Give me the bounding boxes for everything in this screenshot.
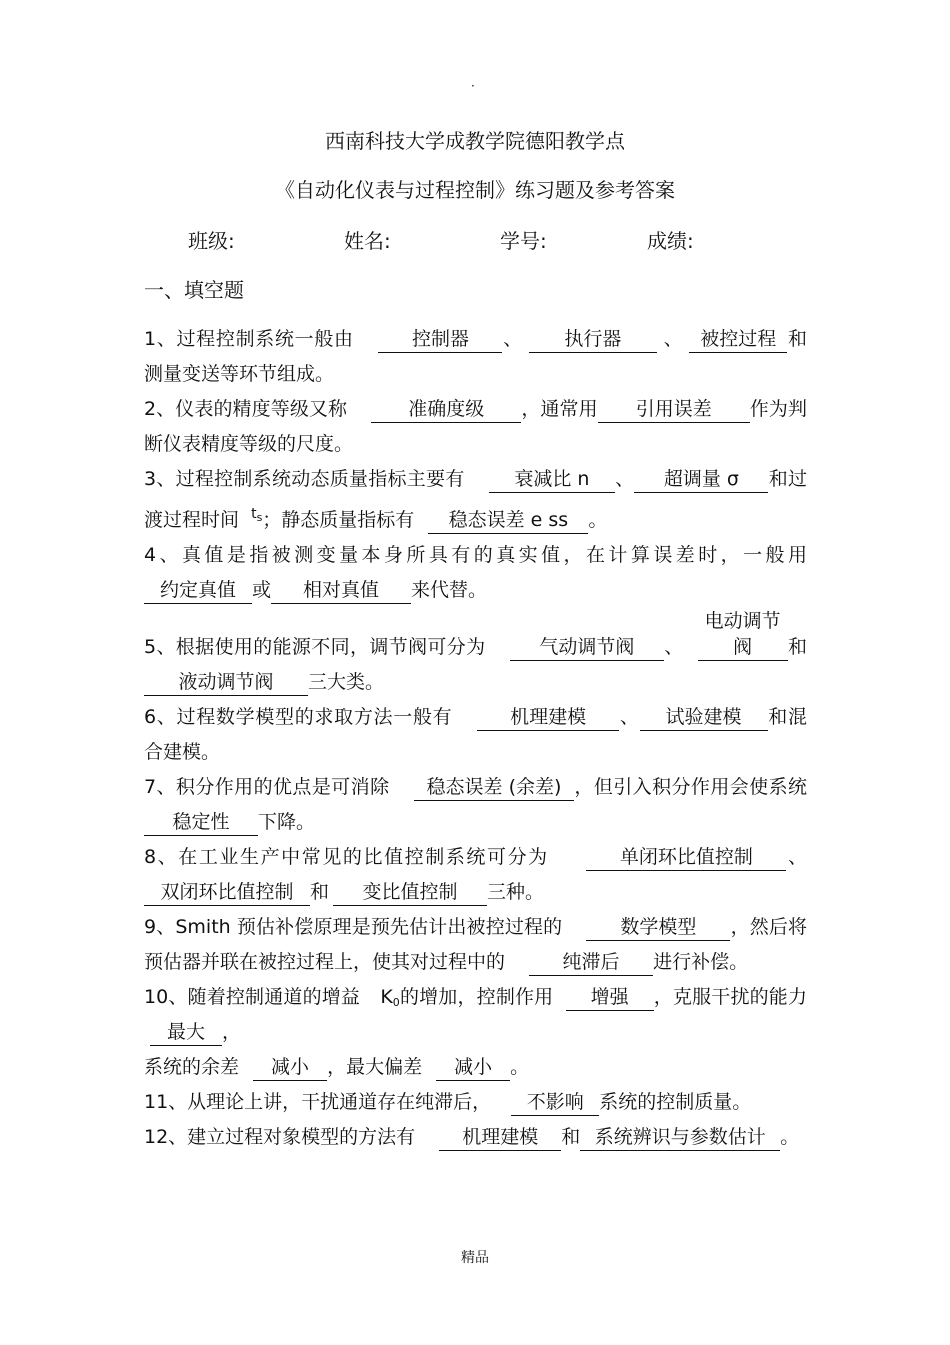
question-text: 9、Smith 预估补偿原理是预先估计出被控过程的: [144, 916, 563, 938]
question-text: 的增加，控制作用: [399, 986, 554, 1008]
page-footer: 精品: [461, 1250, 489, 1266]
question-text: 和: [310, 881, 330, 903]
answer-blank: 稳态误差 e ss: [428, 507, 588, 534]
question-text: 。: [780, 1126, 800, 1148]
question-text: 和: [787, 636, 807, 658]
settling-time-symbol: ts: [251, 506, 263, 524]
question-text: 和过渡过程时间: [144, 468, 807, 531]
question-10-continued: [144, 1050, 807, 1085]
question-text: 、: [663, 636, 684, 658]
question-text: 12、建立过程对象模型的方法有: [144, 1126, 416, 1148]
student-id-label: 学号:: [500, 229, 547, 253]
answer-blank: 引用误差: [598, 396, 750, 423]
answer-blank: 气动调节阀: [510, 634, 664, 661]
question-11: [144, 1085, 807, 1120]
answer-blank: 衰减比 n: [489, 466, 615, 493]
answer-blank: 数学模型: [586, 914, 730, 941]
question-text: ；静态质量指标有: [262, 509, 415, 531]
answer-blank: 约定真值: [144, 577, 252, 604]
question-7: [144, 770, 807, 840]
question-text: 三大类。: [308, 671, 385, 693]
answer-blank: 减小: [436, 1054, 510, 1081]
class-label: 班级:: [188, 229, 235, 253]
answer-blank: 相对真值: [271, 577, 411, 604]
header-dot: ·: [471, 79, 475, 93]
question-6: [144, 700, 807, 770]
question-10: [144, 980, 807, 1050]
answer-blank: 液动调节阀: [144, 669, 308, 696]
question-text: 系统的控制质量。: [599, 1091, 752, 1113]
answer-blank: 纯滞后: [529, 949, 653, 976]
answer-blank: 单闭环比值控制: [586, 844, 786, 871]
question-text: 、: [502, 328, 523, 350]
question-2: [144, 392, 807, 462]
question-text: 、: [619, 706, 640, 728]
question-text: 5、根据使用的能源不同，调节阀可分为: [144, 636, 486, 658]
answer-blank: 机理建模: [439, 1124, 561, 1151]
question-3: [144, 462, 807, 538]
question-text: ，克服干扰的能力: [653, 986, 807, 1008]
question-text: ，: [222, 1021, 242, 1043]
question-text: ，但引入积分作用会使系统: [573, 776, 807, 798]
question-list: [144, 322, 807, 1155]
answer-blank: 变比值控制: [333, 879, 487, 906]
question-text: 4、真值是指被测变量本身所具有的真实值，在计算误差时，一般用: [144, 544, 807, 566]
question-text: 三种。: [487, 881, 545, 903]
question-9: [144, 910, 807, 980]
question-text: 、: [662, 328, 684, 350]
answer-blank: 超调量 σ: [634, 466, 768, 493]
question-text: 8、在工业生产中常见的比值控制系统可分为: [144, 846, 549, 868]
question-text: 来代替。: [411, 579, 488, 601]
question-text: 3、过程控制系统动态质量指标主要有: [144, 468, 465, 490]
question-text: 和: [561, 1126, 581, 1148]
answer-blank: 稳态误差 (余差): [414, 774, 574, 801]
question-text: 7、积分作用的优点是可消除: [144, 776, 390, 798]
question-text: 进行补偿。: [653, 951, 749, 973]
answer-blank: 被控过程: [689, 326, 787, 353]
answer-blank: 系统辨识与参数估计: [580, 1124, 780, 1151]
question-text: 6、过程数学模型的求取方法一般有: [144, 706, 453, 728]
question-text: 、: [786, 846, 807, 868]
document-subtitle: 《自动化仪表与过程控制》练习题及参考答案: [275, 178, 675, 202]
question-5: [144, 608, 807, 700]
answer-blank: 试验建模: [640, 704, 768, 731]
question-text: 11、从理论上讲，干扰通道存在纯滞后，: [144, 1091, 492, 1113]
gain-symbol: $K_0$: [380, 986, 400, 1009]
question-text: 作为判断仪表精度等级的尺度。: [144, 398, 807, 455]
answer-blank: 最大: [150, 1019, 222, 1046]
score-label: 成绩:: [647, 229, 694, 253]
question-text: 和混合建模。: [144, 706, 807, 763]
question-12: [144, 1120, 807, 1155]
name-label: 姓名:: [344, 229, 391, 253]
answer-blank: 机理建模: [477, 704, 619, 731]
question-text: 和测量变送等环节组成。: [144, 328, 807, 385]
question-1: [144, 322, 807, 392]
question-text: 。: [588, 509, 608, 531]
section-heading: 一、填空题: [144, 278, 244, 302]
question-text: ，最大偏差: [327, 1056, 423, 1078]
question-text: 。: [510, 1056, 530, 1078]
answer-blank: 执行器: [529, 326, 657, 353]
question-text: ，然后将预估器并联在被控过程上，使其对过程中的: [144, 916, 807, 973]
answer-blank: 电动调节阀: [698, 608, 788, 661]
question-text: ，通常用: [521, 398, 598, 420]
question-text: 系统的余差: [144, 1056, 240, 1078]
question-4: [144, 538, 807, 608]
question-text: 10、随着控制通道的增益: [144, 986, 361, 1008]
question-text: 、: [614, 468, 635, 490]
answer-blank: 双闭环比值控制: [144, 879, 310, 906]
question-text: 下降。: [258, 811, 316, 833]
question-8: [144, 840, 807, 910]
answer-blank: 不影响: [511, 1089, 599, 1116]
question-text: 或: [252, 579, 272, 601]
question-text: 1、过程控制系统一般由: [144, 328, 354, 350]
answer-blank: 减小: [253, 1054, 327, 1081]
answer-blank: 控制器: [378, 326, 502, 353]
answer-blank: 准确度级: [371, 396, 521, 423]
answer-blank: 稳定性: [144, 809, 258, 836]
question-text: 2、仪表的精度等级又称: [144, 398, 348, 420]
document-title: 西南科技大学成教学院德阳教学点: [325, 129, 625, 153]
answer-blank: 增强: [566, 984, 654, 1011]
